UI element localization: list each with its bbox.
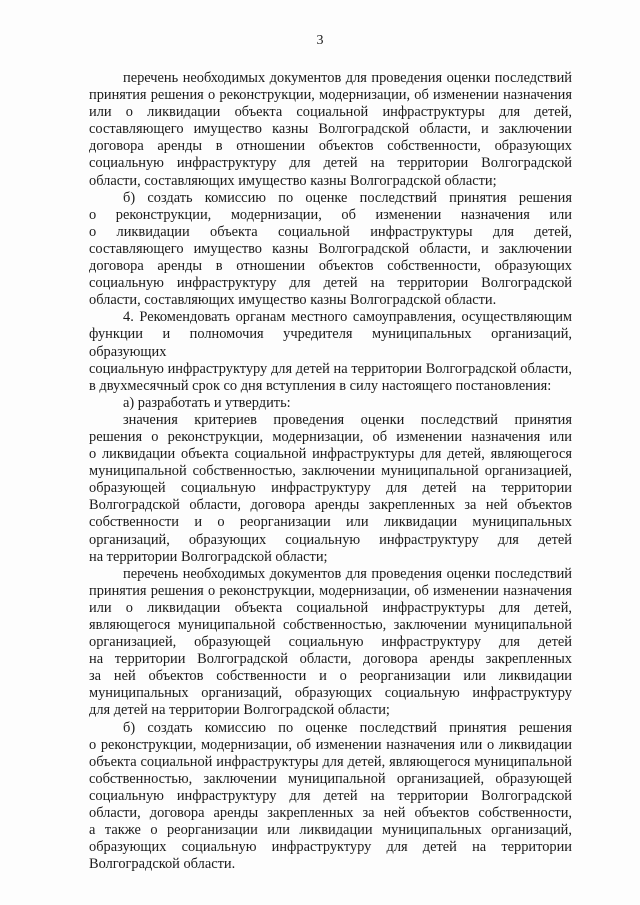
text-line: составляющего имущество казны Волгоградской области, и заключении [89, 240, 572, 257]
paragraph-develop-approve [89, 395, 572, 412]
text-line: области, составляющих имущество казны Волгоградской области; [89, 172, 497, 189]
paragraph-create-commission-casa [89, 190, 572, 310]
text-line: Волгоградской области, договора аренды закрепленных за ней объектов [89, 497, 572, 514]
text-line: о реконструкции, модернизации, об изменении назначения или [89, 206, 572, 223]
text-line: договора аренды в отношении объектов собственности, образующих [89, 138, 572, 155]
text-line: на территории Волгоградской области; [89, 548, 328, 565]
paragraph-documents-list-casa [89, 70, 572, 190]
text-line: принятия решения о реконструкции, модернизации, об изменении назначения [89, 582, 572, 599]
text-line: собственности и о реорганизации или ликвидации муниципальных [89, 514, 572, 531]
text-line: организацией, образующей социальную инфраструктуру для детей [89, 634, 572, 651]
text-line: социальную инфраструктуру для детей на территории Волгоградской [89, 155, 572, 172]
text-line: функции и полномочия учредителя муниципальных организаций, образующих [89, 326, 572, 360]
text-line: социальную инфраструктуру для детей на территории Волгоградской области, [89, 360, 572, 377]
text-line: за ней объектов собственности и о реорганизации или ликвидации [89, 668, 572, 685]
text-line: о реконструкции, модернизации, об изменении назначения или о ликвидации [89, 736, 572, 753]
text-line: объекта социальной инфраструктуры для детей, являющегося муниципальной [89, 753, 572, 770]
text-line: б) создать комиссию по оценке последствий принятия решения [123, 719, 572, 736]
text-line: а) разработать и утвердить: [123, 394, 291, 411]
text-line: области, договора аренды закрепленных за ней объектов собственности, [89, 805, 572, 822]
paragraph-criteria-values [89, 412, 572, 566]
text-line: составляющего имущество казны Волгоградской области, и заключении [89, 121, 572, 138]
text-line: образующей социальную инфраструктуру для детей на территории [89, 480, 572, 497]
text-line: о ликвидации объекта социальной инфраструктуры для детей, являющегося [89, 446, 572, 463]
text-line: организаций, образующих социальную инфраструктуру для детей [89, 531, 572, 548]
text-line: перечень необходимых документов для проведения оценки последствий [123, 565, 572, 582]
paragraph-documents-list-municipal [89, 566, 572, 720]
text-line: на территории Волгоградской области, договора аренды закрепленных [89, 651, 572, 668]
text-line: или о ликвидации объекта социальной инфраструктуры для детей, [89, 599, 572, 616]
paragraph-recommend-municipal [89, 309, 572, 394]
text-line: Волгоградской области. [89, 856, 236, 873]
text-line: муниципальной собственностью, заключении муниципальной организацией, [89, 463, 572, 480]
text-line: образующих социальную инфраструктуру для детей на территории [89, 839, 572, 856]
document-body [89, 70, 572, 873]
text-line: социальную инфраструктуру для детей на территории Волгоградской [89, 275, 572, 292]
text-line: принятия решения о реконструкции, модернизации, об изменении назначения [89, 87, 572, 104]
page-number: 3 [316, 33, 324, 48]
text-line: б) создать комиссию по оценке последствий принятия решения [123, 189, 572, 206]
text-line: 4. Рекомендовать органам местного самоуправления, осуществляющим [123, 309, 572, 326]
text-line: договора аренды в отношении объектов собственности, образующих [89, 258, 572, 275]
text-line: для детей на территории Волгоградской области; [89, 702, 390, 719]
text-line: а также о реорганизации или ликвидации муниципальных организаций, [89, 822, 572, 839]
text-line: муниципальных организаций, образующих социальную инфраструктуру [89, 685, 572, 702]
text-line: о ликвидации объекта социальной инфраструктуры для детей, [89, 223, 572, 240]
paragraph-create-commission-municipal [89, 720, 572, 874]
text-line: или о ликвидации объекта социальной инфраструктуры для детей, [89, 104, 572, 121]
text-line: области, составляющих имущество казны Волгоградской области. [89, 292, 497, 309]
text-line: являющегося муниципальной собственностью, заключении муниципальной [89, 617, 572, 633]
text-line: значения критериев проведения оценки последствий принятия [123, 411, 572, 428]
text-line: собственностью, заключении муниципальной организацией, образующей [89, 770, 572, 787]
text-line: в двухмесячный срок со дня вступления в силу настоящего постановления: [89, 377, 552, 394]
text-line: решения о реконструкции, модернизации, об изменении назначения или [89, 428, 572, 445]
text-line: социальную инфраструктуру для детей на территории Волгоградской [89, 787, 572, 804]
text-line: перечень необходимых документов для проведения оценки последствий [123, 70, 572, 86]
